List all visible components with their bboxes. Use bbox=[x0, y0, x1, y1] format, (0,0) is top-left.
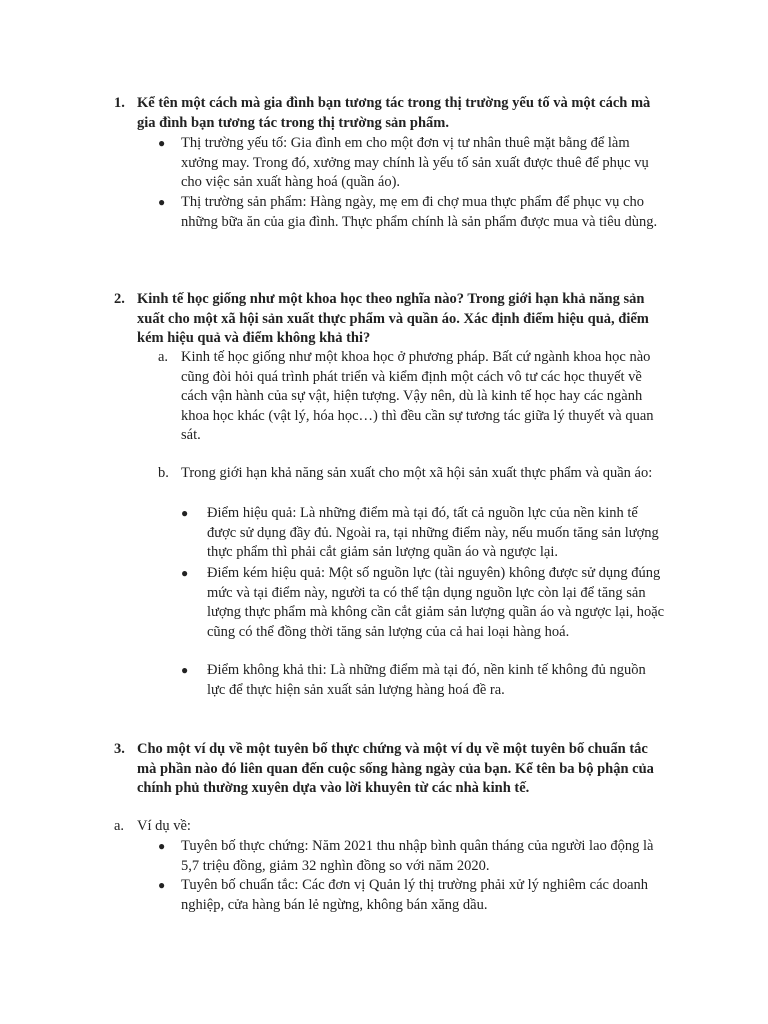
question-number: 1. bbox=[114, 95, 125, 111]
question-number: 3. bbox=[114, 741, 125, 757]
bullet-icon: ● bbox=[158, 878, 166, 892]
list-marker: a. bbox=[158, 349, 169, 365]
question-text: Cho một ví dụ về một tuyên bố thực chứng và một ví dụ về một tuyên bố chuẩn tắc mà phần nào đó liên quan đến cuộc sống hàng ngày của bạn. Kể tên ba bộ phận của chính phủ thường xuyên dựa vào lời khuyên từ các nhà kinh tế. bbox=[137, 741, 654, 796]
list-item-text: Điểm không khả thi: Là những điểm mà tại đó, nền kinh tế không đủ nguồn lực để thực hiện sản xuất sản lượng hàng hoá đề ra. bbox=[207, 662, 646, 698]
bullet-icon: ● bbox=[158, 839, 166, 853]
list-item-text: Tuyên bố chuẩn tắc: Các đơn vị Quản lý thị trường phải xử lý nghiêm các doanh nghiệp, cửa hàng bán lẻ ngừng, không bán xăng dầu. bbox=[181, 877, 649, 913]
list-item-text: Tuyên bố thực chứng: Năm 2021 thu nhập bình quân tháng của người lao động là 5,7 triệu đồng, giảm 32 nghìn đồng so với năm 2020. bbox=[181, 838, 654, 874]
question-text: Kinh tế học giống như một khoa học theo nghĩa nào? Trong giới hạn khả năng sản xuất cho một xã hội sản xuất thực phẩm và quần áo. Xác định điểm hiệu quả, điểm kém hiệu quả và điểm không khả thi? bbox=[137, 291, 649, 346]
list-item-text: Điểm kém hiệu quả: Một số nguồn lực (tài nguyên) không được sử dụng đúng mức và tại điểm này, người ta có thể tận dụng nguồn lực còn lại để tăng sản lượng thực phẩm mà không cần cắt giảm sản lượng quần áo và ngược lại, hoặc cũng có thể đồng thời tăng sản lượng của cả hai loại hàng hoá. bbox=[207, 565, 665, 640]
bullet-icon: ● bbox=[181, 663, 189, 677]
list-item-text: Ví dụ về: bbox=[137, 818, 191, 834]
list-item-text: Kinh tế học giống như một khoa học ở phương pháp. Bất cứ ngành khoa học nào cũng đòi hỏi quá trình phát triển và kiểm định một cách vô tư các học thuyết về cách vận hành của sự vật, hiện tượng. Vậy nên, dù là kinh tế học hay các ngành khoa học khác (vật lý, hóa học…) thì đều cần sự tương tác giữa lý thuyết và quan sát. bbox=[181, 349, 654, 443]
list-item-text: Thị trường yếu tố: Gia đình em cho một đơn vị tư nhân thuê mặt bằng để làm xưởng may. Trong đó, xưởng may chính là yếu tố sản xuất được thuê để phục vụ cho việc sản xuất hàng hoá (quần áo). bbox=[181, 135, 649, 190]
question-text: Kể tên một cách mà gia đình bạn tương tác trong thị trường yếu tố và một cách mà gia đình bạn tương tác trong thị trường sản phẩm. bbox=[137, 95, 651, 131]
question-1 bbox=[114, 94, 654, 134]
list-marker: b. bbox=[158, 465, 169, 481]
bullet-icon: ● bbox=[158, 136, 166, 150]
list-item-text: Thị trường sản phẩm: Hàng ngày, mẹ em đi chợ mua thực phẩm để phục vụ cho những bữa ăn của gia đình. Thực phẩm chính là sản phẩm được mua và tiêu dùng. bbox=[181, 194, 658, 230]
bullet-icon: ● bbox=[181, 566, 189, 580]
bullet-icon: ● bbox=[181, 506, 189, 520]
question-2 bbox=[114, 290, 654, 350]
list-item-text: Điểm hiệu quả: Là những điểm mà tại đó, tất cả nguồn lực của nền kinh tế được sử dụng đầy đủ. Ngoài ra, tại những điểm này, nếu muốn tăng sản lượng thực phẩm thì phải cắt giảm sản lượng quần áo và ngược lại. bbox=[207, 505, 659, 560]
question-3 bbox=[114, 740, 654, 820]
bullet-icon: ● bbox=[158, 195, 166, 209]
list-marker: a. bbox=[114, 818, 125, 834]
list-item-text: Trong giới hạn khả năng sản xuất cho một xã hội sản xuất thực phẩm và quần áo: bbox=[181, 465, 653, 481]
question-number: 2. bbox=[114, 291, 125, 307]
